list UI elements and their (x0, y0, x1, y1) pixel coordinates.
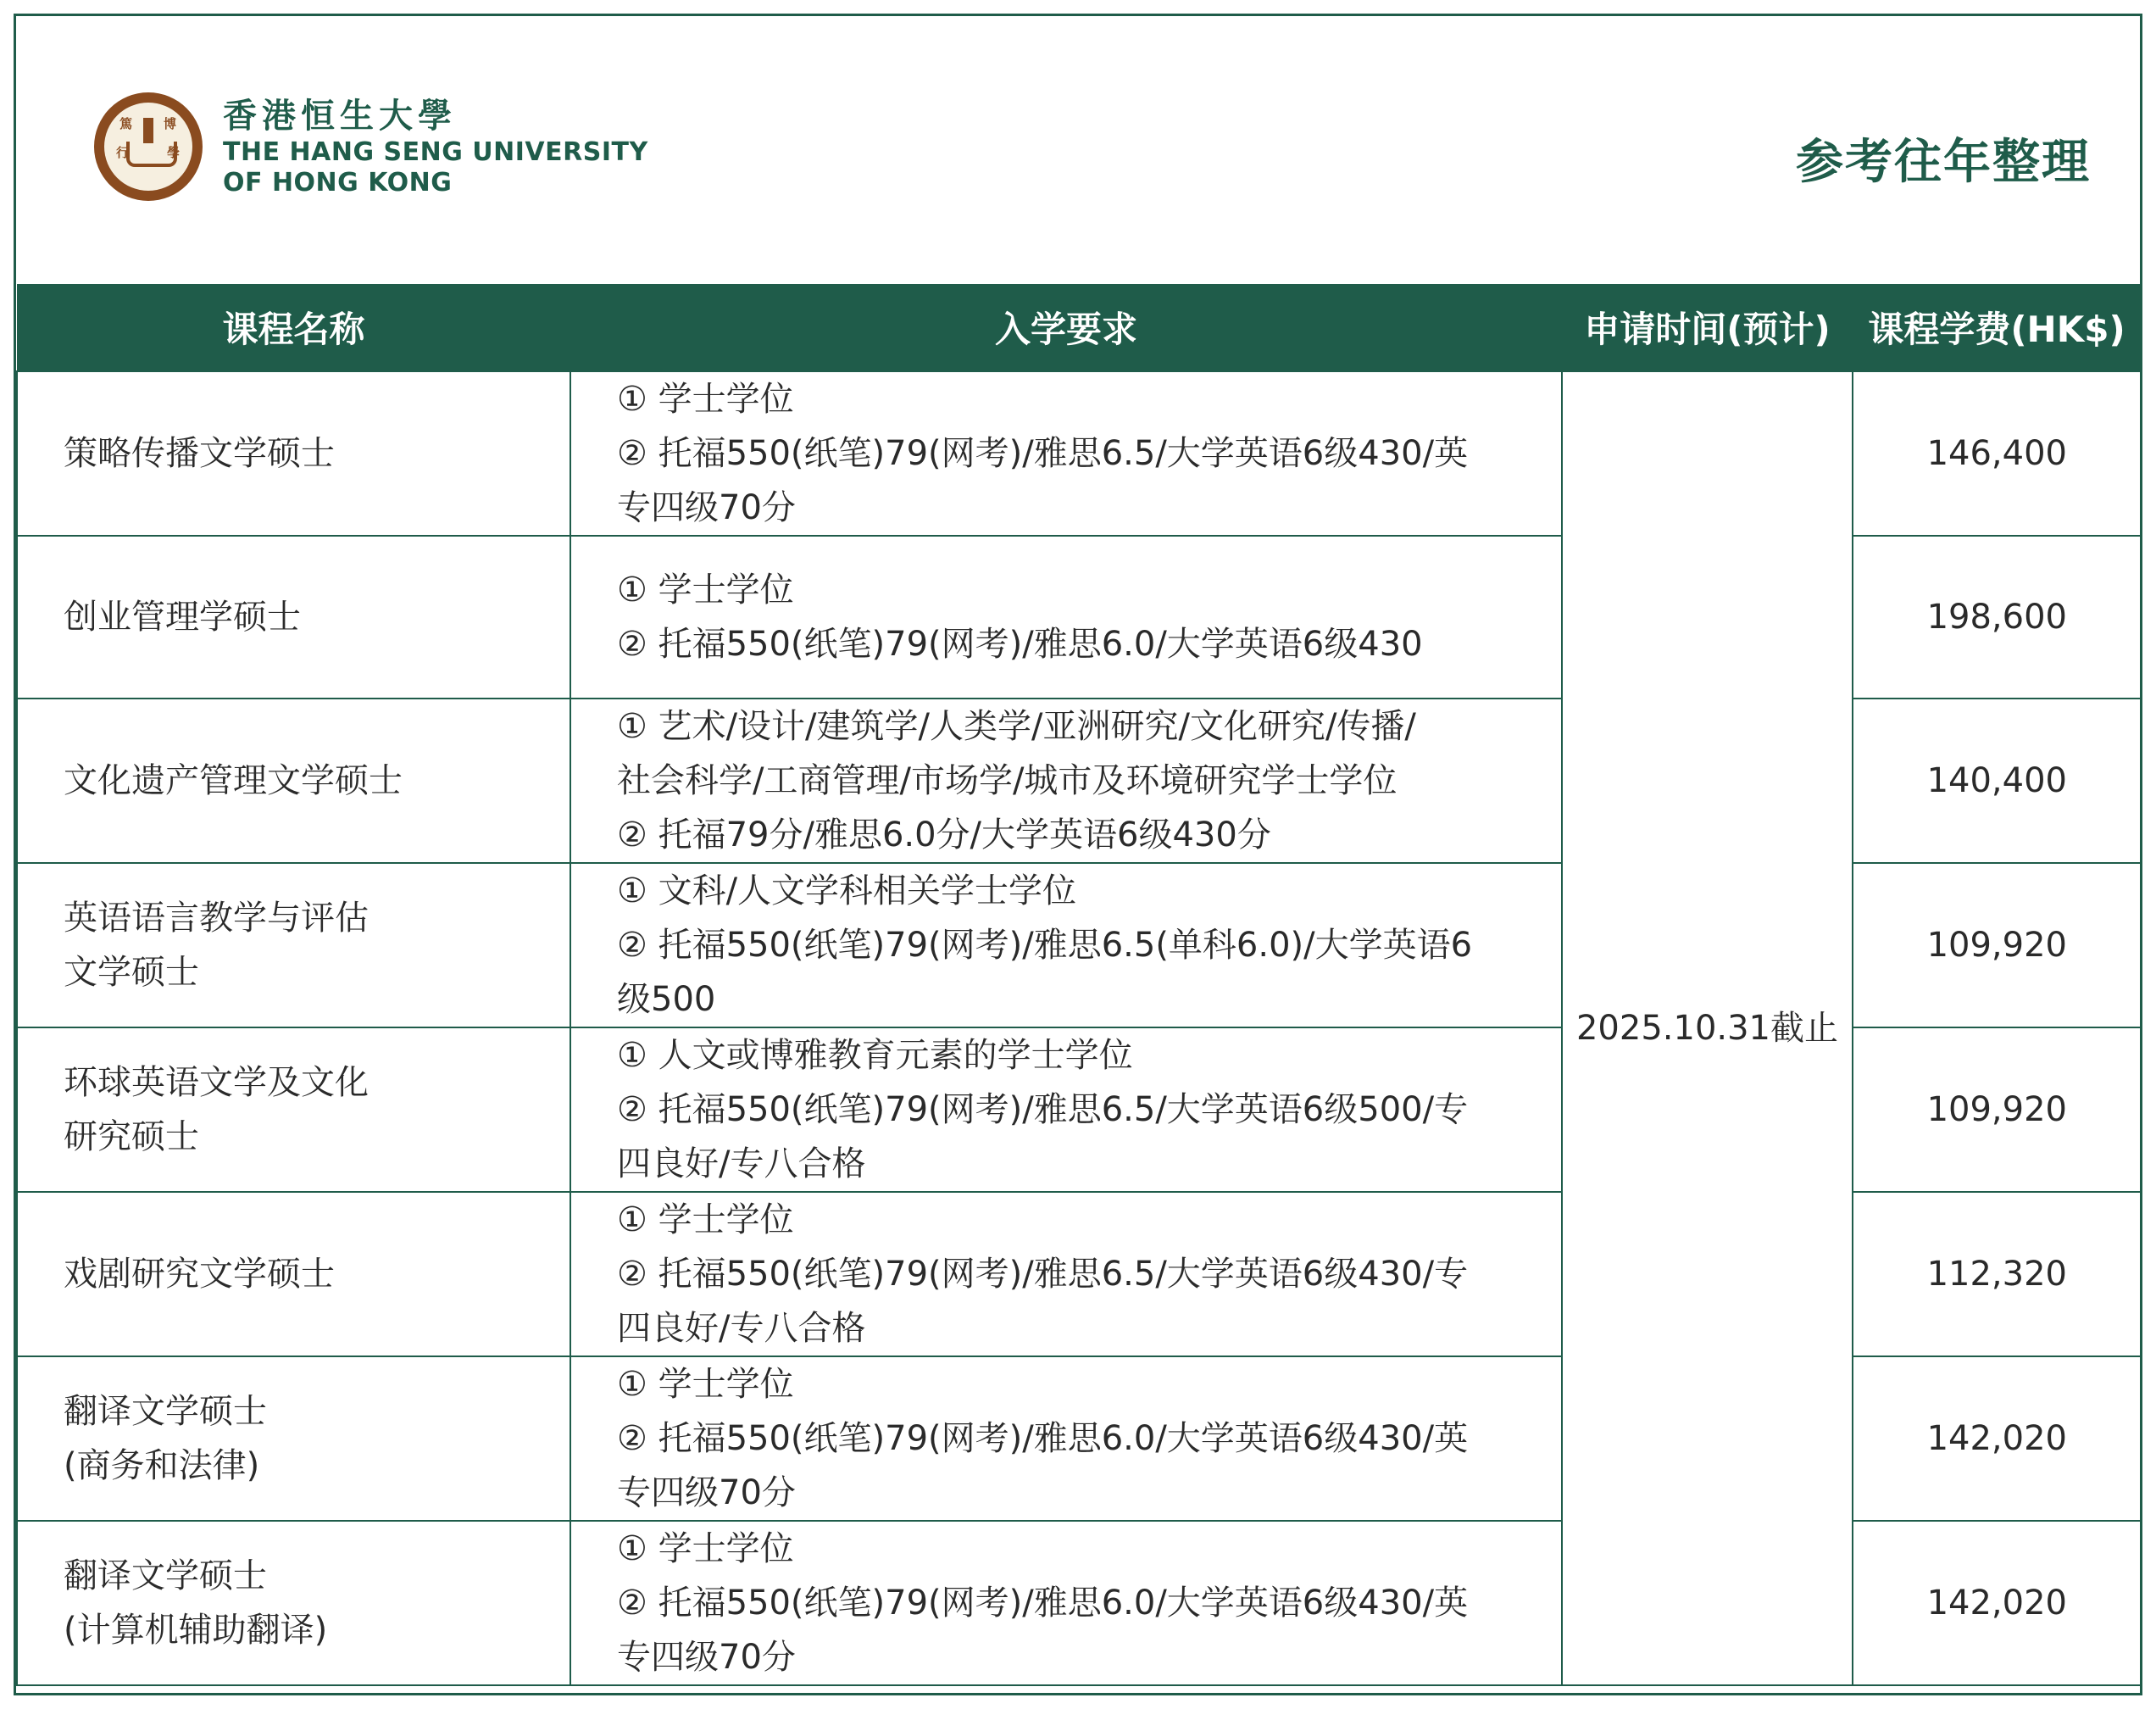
requirement-text: ② 托福550(纸笔)79(网考)/雅思6.5(单科6.0)/大学英语6 (617, 926, 1473, 965)
tuition-fee-cell: 112,320 (1853, 1192, 2141, 1356)
course-name-cell (17, 863, 570, 1027)
requirement-text: 四良好/专八合格 (617, 1309, 866, 1348)
requirement-text: 专四级70分 (617, 1473, 796, 1512)
page-subtitle: 参考往年整理 (1796, 135, 2091, 190)
requirement-text: ② 托福550(纸笔)79(网考)/雅思6.5/大学英语6级430/英 (617, 434, 1469, 473)
tuition-fee-cell: 140,400 (1853, 699, 2141, 863)
requirement-text: 专四级70分 (617, 1638, 796, 1677)
tuition-fee-cell: 142,020 (1853, 1356, 2141, 1521)
course-name-text: 策略传播文学硕士 (64, 434, 335, 473)
course-name-text: 翻译文学硕士 (64, 1556, 267, 1595)
seal-glyph: 行 (116, 145, 130, 160)
requirement-text: 社会科学/工商管理/市场学/城市及环境研究学士学位 (617, 761, 1398, 800)
tuition-fee-cell: 109,920 (1853, 1027, 2141, 1192)
course-name-text: 创业管理学硕士 (64, 598, 301, 637)
logo-wordmark (223, 95, 648, 198)
requirements-cell (570, 699, 1562, 863)
university-logo (94, 92, 648, 201)
course-name-text: 研究硕士 (64, 1117, 199, 1156)
course-name-cell (17, 699, 570, 863)
requirement-text: 专四级70分 (617, 488, 796, 527)
courses-table (16, 284, 2142, 1686)
requirement-text: ① 学士学位 (617, 1365, 794, 1404)
requirements-cell (570, 863, 1562, 1027)
requirements-cell (570, 371, 1562, 536)
requirement-text: ② 托福550(纸笔)79(网考)/雅思6.0/大学英语6级430/英 (617, 1584, 1469, 1623)
requirement-text: ① 学士学位 (617, 1529, 794, 1568)
requirement-text: ② 托福550(纸笔)79(网考)/雅思6.0/大学英语6级430/英 (617, 1419, 1469, 1458)
logo-english-name-line1: THE HANG SENG UNIVERSITY (223, 137, 648, 167)
requirement-text: 级500 (617, 980, 716, 1019)
requirement-text: ① 学士学位 (617, 571, 794, 610)
page-header (16, 16, 2140, 284)
seal-glyph: 篤 (119, 116, 133, 131)
course-name-cell (17, 1192, 570, 1356)
application-deadline-cell: 2025.10.31截止 (1562, 371, 1853, 1685)
requirement-text: ② 托福79分/雅思6.0分/大学英语6级430分 (617, 816, 1271, 854)
course-name-cell (17, 371, 570, 536)
requirement-text: ② 托福550(纸笔)79(网考)/雅思6.5/大学英语6级500/专 (617, 1090, 1469, 1129)
course-name-text: 文化遗产管理文学硕士 (64, 761, 403, 800)
requirement-text: ① 学士学位 (617, 380, 794, 419)
requirement-text: ② 托福550(纸笔)79(网考)/雅思6.5/大学英语6级430/专 (617, 1255, 1469, 1294)
requirements-cell (570, 536, 1562, 699)
requirement-text: ② 托福550(纸笔)79(网考)/雅思6.0/大学英语6级430 (617, 625, 1423, 664)
course-name-cell (17, 1521, 570, 1685)
document-frame (14, 14, 2142, 1695)
course-name-text: 文学硕士 (64, 953, 199, 992)
course-name-text: 戏剧研究文学硕士 (64, 1255, 335, 1294)
requirements-cell (570, 1027, 1562, 1192)
column-header-tuition: 课程学费(HK$) (1853, 284, 2141, 371)
seal-glyph: 學 (167, 145, 181, 160)
column-header-course-name: 课程名称 (17, 284, 570, 371)
requirements-cell (570, 1192, 1562, 1356)
tuition-fee-cell: 142,020 (1853, 1521, 2141, 1685)
requirement-text: ① 艺术/设计/建筑学/人类学/亚洲研究/文化研究/传播/ (617, 707, 1416, 746)
logo-english-name-line2: OF HONG KONG (223, 168, 453, 198)
logo-chinese-name: 香港恒生大學 (223, 97, 457, 136)
tuition-fee-cell: 198,600 (1853, 536, 2141, 699)
requirement-text: ① 人文或博雅教育元素的学士学位 (617, 1036, 1133, 1075)
requirements-cell (570, 1521, 1562, 1685)
tuition-fee-cell: 146,400 (1853, 371, 2141, 536)
column-header-requirements: 入学要求 (570, 284, 1562, 371)
table-header-row (17, 284, 2141, 371)
course-name-cell (17, 1356, 570, 1521)
requirement-text: 四良好/专八合格 (617, 1144, 866, 1183)
seal-glyph: 博 (164, 116, 177, 131)
course-name-text: (计算机辅助翻译) (64, 1611, 328, 1650)
course-name-text: (商务和法律) (64, 1446, 260, 1485)
requirements-cell (570, 1356, 1562, 1521)
requirement-text: ① 文科/人文学科相关学士学位 (617, 871, 1077, 910)
university-seal-icon (94, 92, 203, 201)
course-name-cell (17, 536, 570, 699)
table-row (17, 371, 2141, 536)
course-name-text: 环球英语文学及文化 (64, 1063, 369, 1102)
requirement-text: ① 学士学位 (617, 1200, 794, 1239)
course-name-cell (17, 1027, 570, 1192)
course-name-text: 翻译文学硕士 (64, 1392, 267, 1431)
course-name-text: 英语语言教学与评估 (64, 899, 369, 938)
column-header-application-time: 申请时间(预计) (1562, 284, 1853, 371)
tuition-fee-cell: 109,920 (1853, 863, 2141, 1027)
